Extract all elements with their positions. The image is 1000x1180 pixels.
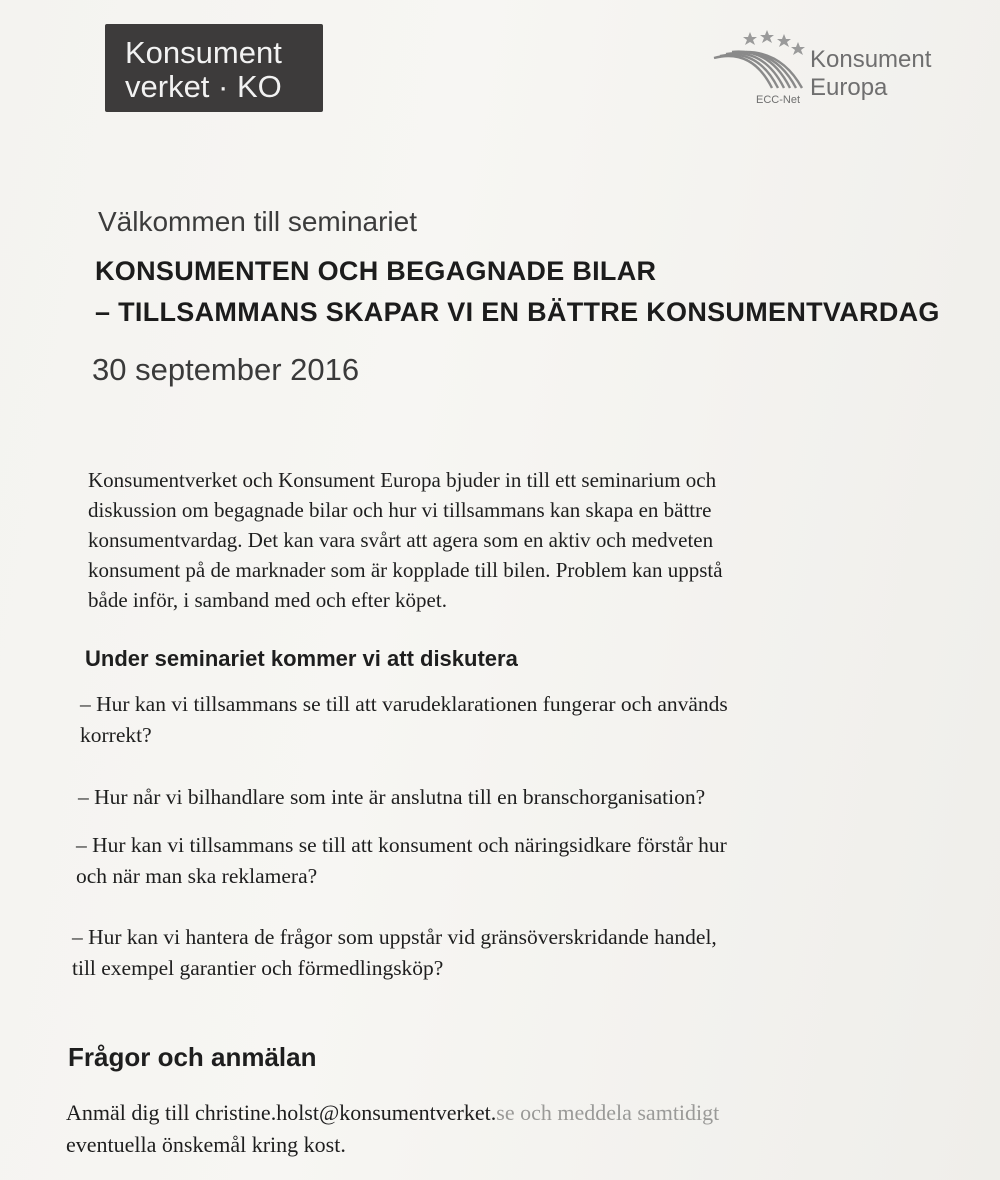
topic-line: till exempel garantier och förmedlingsköp?: [72, 956, 444, 980]
registration-faded-text: se och meddela samtidigt: [496, 1100, 720, 1125]
logo-kv-line2: verket · KO: [125, 69, 282, 104]
topic-line: – Hur når vi bilhandlare som inte är anslutna till en branschorganisation?: [78, 785, 706, 809]
topic-item: [80, 689, 960, 751]
topic-item: [72, 922, 952, 984]
ke-line1: Konsument: [810, 46, 932, 73]
topics-heading: Under seminariet kommer vi att diskutera: [85, 646, 518, 671]
topic-item: [76, 830, 956, 892]
registration-heading: Frågor och anmälan: [68, 1042, 317, 1072]
welcome-text: Välkommen till seminariet: [98, 206, 417, 237]
registration-line-2: eventuella önskemål kring kost.: [66, 1132, 346, 1157]
topic-line: och när man ska reklamera?: [76, 864, 318, 888]
ke-line2: Europa: [810, 74, 888, 101]
registration-email-text: Anmäl dig till christine.holst@konsumentverket.: [66, 1100, 497, 1125]
ke-text: [810, 46, 931, 102]
intro-line: både inför, i samband med och efter köpet.: [88, 588, 447, 612]
registration-line-1: [66, 1097, 966, 1129]
konsument-europa-logo: [712, 28, 932, 118]
registration-text: [66, 1097, 966, 1161]
topic-line: korrekt?: [80, 723, 152, 747]
ke-net-label: ECC-Net: [756, 94, 801, 106]
intro-line: konsumentvardag. Det kan vara svårt att agera som en aktiv och medveten: [88, 528, 714, 552]
seminar-title: [95, 251, 945, 333]
topic-item: [78, 782, 958, 813]
logo-kv-line1: Konsument: [125, 35, 282, 70]
title-line-2: – TILLSAMMANS SKAPAR VI EN BÄTTRE KONSUMENTVARDAG: [95, 297, 940, 327]
intro-line: diskussion om begagnade bilar och hur vi tillsammans kan skapa en bättre: [88, 498, 712, 522]
seminar-date: 30 september 2016: [92, 352, 360, 387]
topic-line: – Hur kan vi tillsammans se till att konsument och näringsidkare förstår hur: [76, 833, 727, 857]
title-line-1: KONSUMENTEN OCH BEGAGNADE BILAR: [95, 256, 657, 286]
intro-paragraph: [88, 465, 928, 615]
intro-line: konsument på de marknader som är kopplade till bilen. Problem kan uppstå: [88, 558, 723, 582]
intro-line: Konsumentverket och Konsument Europa bjuder in till ett seminarium och: [88, 468, 717, 492]
topic-line: – Hur kan vi hantera de frågor som uppstår vid gränsöverskridande handel,: [72, 925, 717, 949]
topic-line: – Hur kan vi tillsammans se till att varudeklarationen fungerar och används: [80, 692, 728, 716]
konsumentverket-logo: [105, 24, 323, 112]
